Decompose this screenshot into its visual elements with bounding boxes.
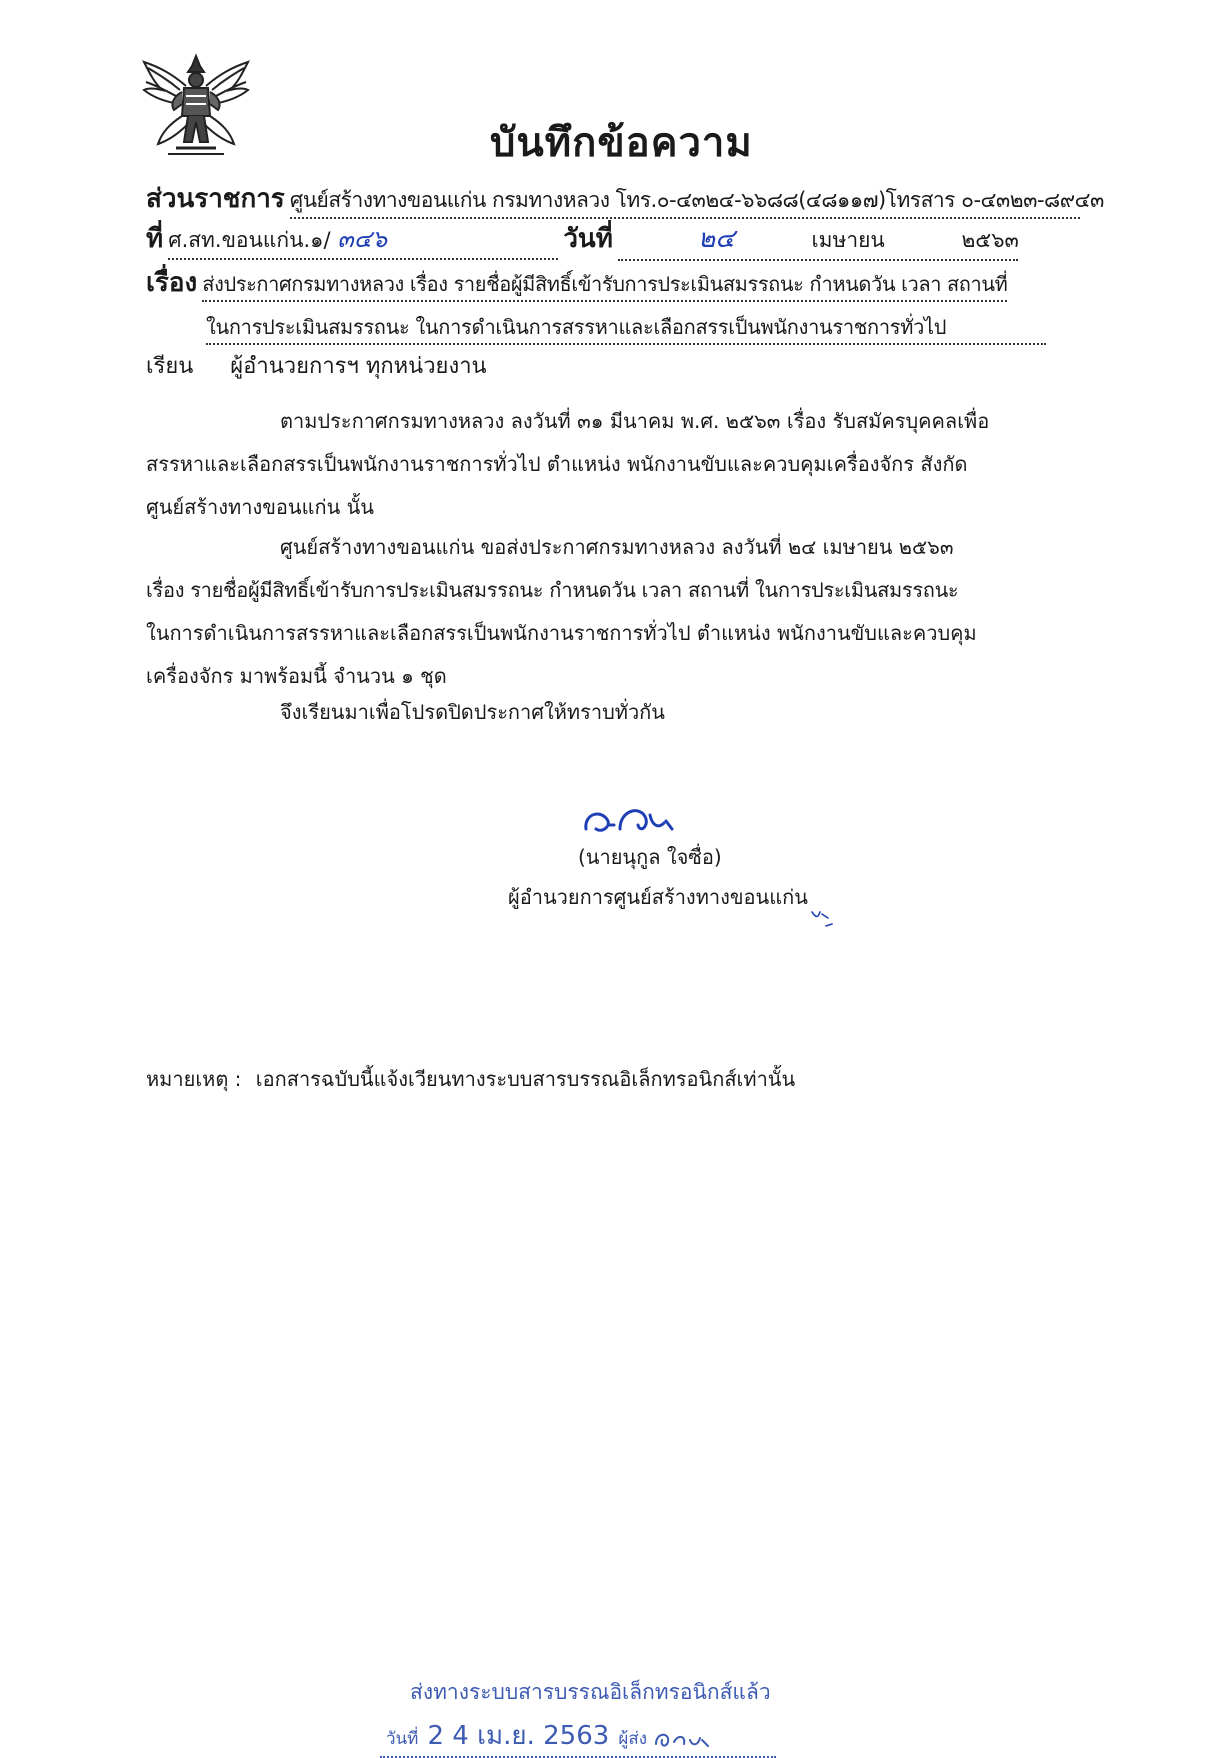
date-day-handwritten: ๒๔ (697, 224, 735, 254)
ref-label: ที่ (146, 224, 164, 254)
note (146, 1062, 795, 1096)
paragraph-1-line: สรรหาและเลือกสรรเป็นพนักงานราชการทั่วไป ตำแหน่ง พนักงานขับและควบคุมเครื่องจักร สังกัด (146, 452, 968, 476)
note-label: หมายเหตุ : (146, 1067, 242, 1091)
signer-position: ผู้อำนวยการศูนย์สร้างทางขอนแก่น (508, 885, 808, 909)
paragraph-2-line: ศูนย์สร้างทางขอนแก่น ขอส่งประกาศกรมทางหลวง ลงวันที่ ๒๔ เมษายน ๒๕๖๓ (280, 535, 954, 559)
stamp-sender-signature (652, 1728, 712, 1752)
paragraph-2-line: เครื่องจักร มาพร้อมนี้ จำนวน ๑ ชุด (146, 664, 447, 688)
stamp-date-prefix: วันที่ (386, 1729, 419, 1749)
initial-mark (808, 906, 838, 930)
date-month: เมษายน (811, 228, 885, 252)
agency-label: ส่วนราชการ (146, 184, 285, 214)
paragraph-2-line: เรื่อง รายชื่อผู้มีสิทธิ์เข้ารับการประเมินสมรรถนะ กำหนดวัน เวลา สถานที่ ในการประเมินสมรรถนะ (146, 578, 959, 602)
paragraph-2 (146, 526, 1066, 698)
ref-prefix: ศ.สท.ขอนแก่น.๑/ (168, 228, 331, 252)
salutation-to: ผู้อำนวยการฯ ทุกหน่วยงาน (230, 354, 487, 379)
subject-line-1: ส่งประกาศกรมทางหลวง เรื่อง รายชื่อผู้มีสิทธิ์เข้ารับการประเมินสมรรถนะ กำหนดวัน เวลา สถานที่ (202, 268, 1007, 302)
salutation-label: เรียน (146, 354, 194, 379)
paragraph-2-line: ในการดำเนินการสรรหาและเลือกสรรเป็นพนักงานราชการทั่วไป ตำแหน่ง พนักงานขับและควบคุม (146, 621, 977, 645)
paragraph-1 (146, 400, 1066, 529)
stamp-line-1: ส่งทางระบบสารบรรณอิเล็กทรอนิกส์แล้ว (410, 1680, 771, 1704)
ref-number-field (168, 219, 558, 260)
signer-name: (นายนุกูล ใจซื่อ) (578, 845, 722, 869)
agency-line (146, 178, 1104, 219)
salutation (146, 350, 487, 384)
paragraph-1-line: ตามประกาศกรมทางหลวง ลงวันที่ ๓๑ มีนาคม พ.ศ. ๒๕๖๓ เรื่อง รับสมัครบุคคลเพื่อ (280, 409, 990, 433)
reference-line (146, 218, 1066, 261)
agency-value: ศูนย์สร้างทางขอนแก่น กรมทางหลวง โทร.๐-๔๓๒๔-๖๖๘๘(๔๘๑๑๗)โทรสาร ๐-๔๓๒๓-๘๙๔๓ (290, 184, 1080, 219)
garuda-emblem (140, 52, 252, 160)
date-field (618, 218, 1018, 261)
subject-label: เรื่อง (146, 268, 198, 298)
subject-block (146, 262, 1066, 345)
signature-mark (580, 795, 690, 845)
e-saraban-stamp (380, 1676, 800, 1758)
date-year: ๒๕๖๓ (961, 228, 1019, 252)
paragraph-3: จึงเรียนมาเพื่อโปรดปิดประกาศให้ทราบทั่วกัน (280, 700, 665, 724)
document-title: บันทึกข้อความ (490, 119, 753, 166)
date-label: วันที่ (563, 224, 613, 254)
note-text: เอกสารฉบับนี้แจ้งเวียนทางระบบสารบรรณอิเล็กทรอนิกส์เท่านั้น (255, 1067, 796, 1091)
paragraph-1-line: ศูนย์สร้างทางขอนแก่น นั้น (146, 495, 374, 519)
ref-number-handwritten: ๓๔๖ (337, 225, 388, 253)
subject-line-2: ในการประเมินสมรรถนะ ในการดำเนินการสรรหาและเลือกสรรเป็นพนักงานราชการทั่วไป (206, 311, 1046, 345)
stamp-date: 2 4 เม.ย. 2563 (427, 1721, 610, 1751)
stamp-sender-prefix: ผู้ส่ง (618, 1729, 648, 1749)
stamp-line-2 (380, 1715, 776, 1758)
